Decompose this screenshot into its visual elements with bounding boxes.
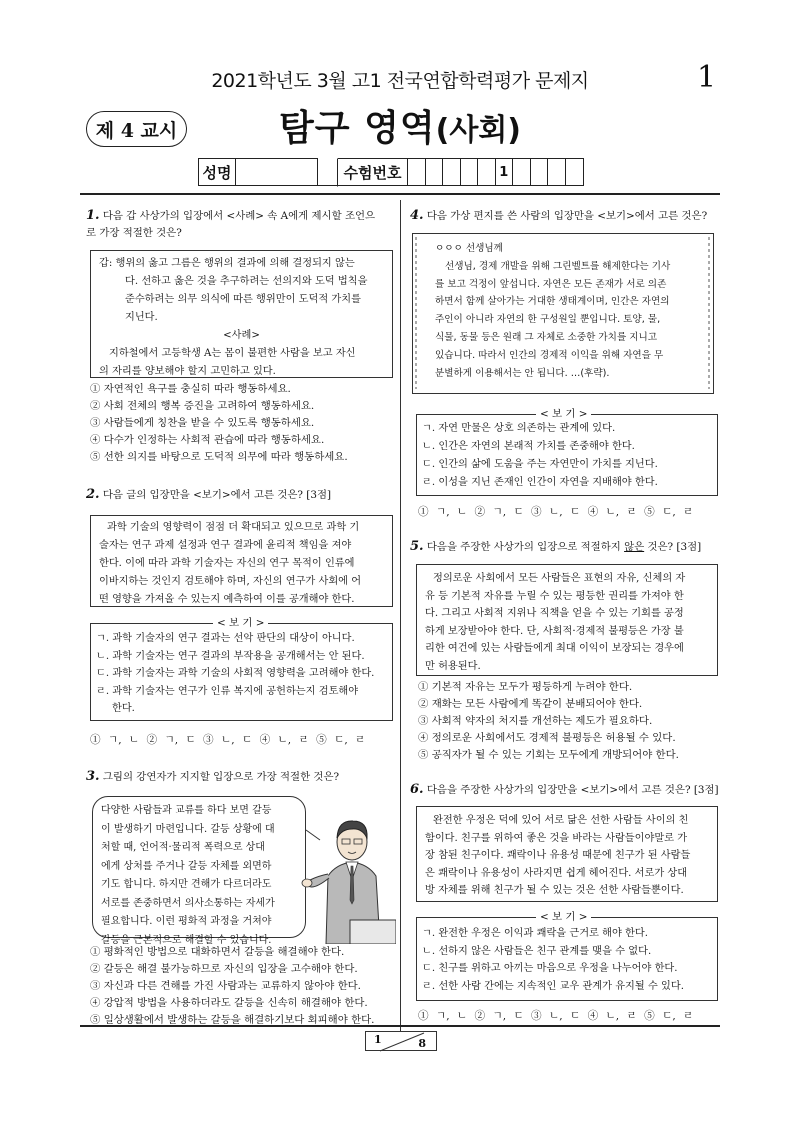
choice-option[interactable]: ④ 다수가 인정하는 사회적 관습에 따라 행동하세요. — [90, 434, 325, 446]
choice-option[interactable]: ③ 자신과 다른 견해를 가진 사람과는 교류하지 않아야 한다. — [90, 980, 361, 992]
bogi-item: ㄹ. 과학 기술자는 연구가 인류 복지에 공헌하는지 검토해야 — [96, 685, 359, 697]
exam-no-cell[interactable] — [566, 159, 584, 185]
letter-box: ㅇㅇㅇ 선생님께 선생님, 경제 개발을 위해 그린벨트를 해제한다는 기사 를 보고 걱정이 앞섭니다. 자연은 모든 존재가 서로 의존 하면서 함께 살아가는 거대한 생태계이며, 인간은 자연의 주인이 아니라 자연의 한 구성원일 뿐입니다. 토양, 물, 식물, 동물 등은 원래 그 자체로 소중한 가치를 지니고 있습니다. 따라서 인간의 경제적 이익을 위해 자연을 무 분별하게 이용해서는 안 됩니다. …(후략). — [412, 233, 714, 394]
bogi-item: ㄹ. 선한 사람 간에는 지속적인 교우 관계가 유지될 수 있다. — [422, 980, 684, 992]
bogi-item: ㄴ. 과학 기술자는 연구 결과의 부작용을 공개해서는 안 된다. — [96, 650, 365, 662]
q5-choices — [418, 679, 723, 764]
letter-border-decoration — [412, 233, 714, 394]
q6-passage-box: 완전한 우정은 덕에 있어 서로 닮은 선한 사람들 사이의 친 함이다. 친구를 위하여 좋은 것을 바라는 사람들이야말로 가 장 참된 친구이다. 쾌락이나 유용성 때문에 친구가 된 사람들 은 쾌락이나 유용성이 사라지면 쉽게 헤어진다. 서로가 상대 방 자체를 위해 친구가 될 수 있는 것은 선한 사람들뿐이다. — [416, 806, 718, 902]
choice-option[interactable]: ⑤ 선한 의지를 바탕으로 도덕적 의무에 따라 행동하세요. — [90, 451, 348, 463]
exam-no-cell[interactable] — [531, 159, 549, 185]
q3-stem: 3. 그림의 강연자가 지지할 입장으로 가장 적절한 것은? — [86, 769, 340, 784]
choice-option[interactable]: ① 기본적 자유는 모두가 평등하게 누려야 한다. — [418, 681, 633, 693]
q2-answers[interactable]: ① ㄱ, ㄴ ② ㄱ, ㄷ ③ ㄴ, ㄷ ④ ㄴ, ㄹ ⑤ ㄷ, ㄹ — [90, 734, 366, 746]
name-label: 성명 — [199, 159, 236, 185]
q3-number: 3. — [86, 769, 100, 784]
period-badge: 제 4 교시 — [86, 111, 187, 147]
q1-number: 1. — [86, 208, 100, 223]
q6-answers[interactable]: ① ㄱ, ㄴ ② ㄱ, ㄷ ③ ㄴ, ㄷ ④ ㄴ, ㄹ ⑤ ㄷ, ㄹ — [418, 1010, 694, 1022]
q6-bogi-box — [416, 917, 718, 1001]
q2-stem: 2. 다음 글의 입장만을 <보기>에서 고른 것은? [3점] — [86, 487, 332, 502]
subject-main: 탐구 영역 — [278, 108, 436, 149]
bogi-item: ㄷ. 과학 기술자는 과학 기술의 사회적 영향력을 고려해야 한다. — [96, 668, 375, 679]
q2-number: 2. — [86, 487, 100, 502]
q2-bogi-title: < 보 기 > — [213, 614, 268, 629]
choice-option[interactable]: ④ 강압적 방법을 사용하더라도 갈등을 신속히 해결해야 한다. — [90, 997, 368, 1009]
q6-stem: 6. 다음을 주장한 사상가의 입장만을 <보기>에서 고른 것은? [3점] — [410, 782, 719, 797]
q1-passage-box: 갑: 행위의 옳고 그름은 행위의 결과에 의해 결정되지 않는 다. 선하고 옳은 것을 추구하려는 선의지와 도덕 법칙을 준수하려는 의무 의식에 따른 행위만이 도덕적 가치를 지닌다. <사례> 지하철에서 고등학생 A는 몸이 불편한 사람을 보고 자신 의 자리를 양보해야 할지 고민하고 있다. — [90, 250, 393, 378]
page-indicator — [365, 1031, 437, 1051]
choice-option[interactable]: ① 평화적인 방법으로 대화하면서 갈등을 해결해야 한다. — [90, 946, 345, 958]
bogi-item: ㄱ. 과학 기술자의 연구 결과는 선악 판단의 대상이 아니다. — [96, 633, 355, 644]
page-total: 8 — [418, 1037, 426, 1050]
choice-option[interactable]: ⑤ 공직자가 될 수 있는 기회는 모두에게 개방되어야 한다. — [418, 749, 679, 761]
q5-stem: 5. 다음을 주장한 사상가의 입장으로 적절하지 않은 것은? [3점] — [410, 539, 702, 554]
choice-option[interactable]: ④ 정의로운 사회에서도 경제적 불평등은 허용될 수 있다. — [418, 732, 676, 744]
q4-stem: 4. 다음 가상 편지를 쓴 사람의 입장만을 <보기>에서 고른 것은? — [410, 208, 708, 223]
page-number: 1 — [697, 60, 717, 95]
exam-no-cell[interactable] — [426, 159, 444, 185]
bogi-item: ㄷ. 인간의 삶에 도움을 주는 자연만이 가치를 지닌다. — [422, 459, 658, 470]
q1-choices — [90, 381, 395, 466]
choice-option[interactable]: ② 사회 전체의 행복 증진을 고려하여 행동하세요. — [90, 400, 315, 412]
exam-no-cell[interactable] — [443, 159, 461, 185]
top-divider — [80, 193, 720, 195]
exam-no-cell[interactable] — [461, 159, 479, 185]
choice-option[interactable]: ③ 사람들에게 칭찬을 받을 수 있도록 행동하세요. — [90, 417, 315, 429]
choice-option[interactable]: ② 갈등은 해결 불가능하므로 자신의 입장을 고수해야 한다. — [90, 963, 358, 975]
bogi-item: ㄴ. 인간은 자연의 본래적 가치를 존중해야 한다. — [422, 441, 635, 452]
student-id-box — [198, 158, 584, 186]
speaker-illustration — [296, 810, 396, 944]
bogi-item: ㄴ. 선하지 않은 사람들은 친구 관계를 맺을 수 없다. — [422, 945, 652, 957]
bogi-item: ㄷ. 친구를 위하고 아끼는 마음으로 우정을 나누어야 한다. — [422, 963, 678, 974]
column-divider — [400, 200, 401, 1032]
q2-bogi-box — [90, 623, 393, 721]
q4-number: 4. — [410, 208, 424, 223]
letter-greeting: ㅇㅇㅇ 선생님께 — [435, 243, 503, 254]
choice-option[interactable]: ① 자연적인 욕구를 충실히 따라 행동하세요. — [90, 383, 291, 395]
choice-option[interactable]: ② 재화는 모든 사람에게 똑같이 분배되어야 한다. — [418, 698, 643, 710]
subject-title — [0, 100, 800, 151]
exam-no-label: 수험번호 — [338, 159, 408, 185]
q1-stem: 1. 다음 갑 사상가의 입장에서 <사례> 속 A에게 제시할 조언으 로 가장 적절한 것은? — [86, 208, 376, 239]
q6-number: 6. — [410, 782, 424, 797]
bogi-item: 한다. — [112, 703, 135, 714]
exam-no-cell[interactable]: 1 — [496, 159, 514, 185]
subject-paren: (사회) — [435, 113, 522, 148]
bogi-item: ㄱ. 자연 만물은 상호 의존하는 관계에 있다. — [422, 423, 616, 434]
choice-option[interactable]: ③ 사회적 약자의 처지를 개선하는 제도가 필요하다. — [418, 715, 653, 727]
name-field[interactable] — [236, 159, 318, 185]
exam-title: 2021학년도 3월 고1 전국연합학력평가 문제지 — [211, 70, 589, 92]
speech-bubble: 다양한 사람들과 교류를 하다 보면 갈등 이 발생하기 마련입니다. 갈등 상황에 대 처할 때, 언어적·물리적 폭력으로 상대 에게 상처를 주거나 갈등 자체를 외면하 기도 합니다. 하지만 견해가 다르더라도 서로를 존중하면서 의사소통하는 자세가 필요합니다. 이런 평화적 과정을 거쳐야 갈등을 근본적으로 해결할 수 있습니다. — [92, 796, 306, 938]
q1-case-title: <사례> — [223, 330, 260, 341]
q3-choices — [90, 944, 398, 1029]
choice-option[interactable]: ⑤ 일상생활에서 발생하는 갈등을 해결하기보다 회피해야 한다. — [90, 1014, 375, 1026]
q2-passage-box: 과학 기술의 영향력이 점점 더 확대되고 있으므로 과학 기 술자는 연구 과제 설정과 연구 결과에 윤리적 책임을 져야 한다. 이에 따라 과학 기술자는 자신의 연구 목적이 인류에 이바지하는 것인지 검토해야 하며, 자신의 연구가 사회에 어 떤 영향을 가져올 수 있는지 예측하여 이를 공개해야 한다. — [90, 515, 393, 607]
q4-bogi-box — [416, 414, 718, 496]
q4-answers[interactable]: ① ㄱ, ㄴ ② ㄱ, ㄷ ③ ㄴ, ㄷ ④ ㄴ, ㄹ ⑤ ㄷ, ㄹ — [418, 506, 694, 518]
exam-no-cell[interactable] — [478, 159, 496, 185]
exam-no-cell[interactable] — [513, 159, 531, 185]
q4-bogi-title: < 보 기 > — [536, 405, 591, 420]
bogi-item: ㄹ. 이성을 지닌 존재인 인간이 자연을 지배해야 한다. — [422, 477, 658, 488]
q5-number: 5. — [410, 539, 424, 554]
q6-bogi-title: < 보 기 > — [536, 908, 591, 923]
exam-no-cell[interactable] — [408, 159, 426, 185]
page-current: 1 — [374, 1033, 382, 1046]
bogi-item: ㄱ. 완전한 우정은 이익과 쾌락을 근거로 해야 한다. — [422, 928, 648, 939]
exam-no-cell[interactable] — [548, 159, 566, 185]
q5-passage-box: 정의로운 사회에서 모든 사람들은 표현의 자유, 신체의 자 유 등 기본적 자유를 누릴 수 있는 평등한 권리를 가져야 한 다. 그리고 사회적 지위나 직책을 얻을 수 있는 기회를 공정 하게 보장받아야 한다. 단, 사회적·경제적 불평등은 가장 불 리한 여건에 있는 사람들에게 최대 이익이 보장되는 경우에 만 허용된다. — [416, 564, 718, 676]
